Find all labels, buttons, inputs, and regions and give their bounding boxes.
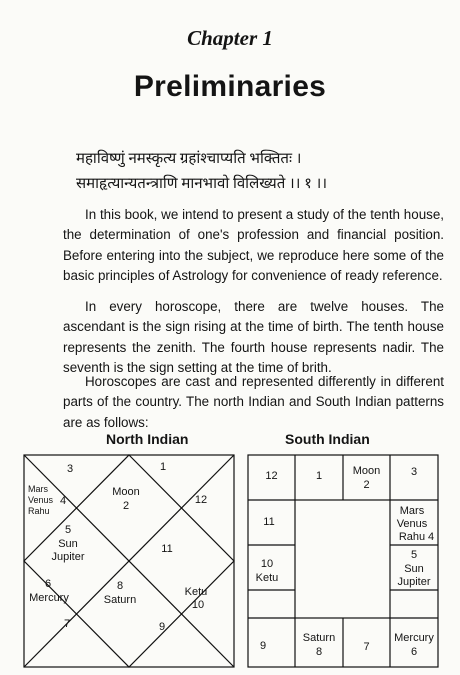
north-house-2-number: 2 — [122, 500, 130, 512]
north-house-8-planet: Saturn — [103, 594, 137, 606]
south-cell-3: 3 — [410, 466, 418, 478]
south-cell-2-number: 2 — [363, 479, 370, 491]
south-center-box — [295, 500, 390, 618]
page-title: Preliminaries — [133, 70, 327, 103]
paragraph-intro: In this book, we intend to present a study of the tenth house, the determination of one's profession and financial position. Before entering into the subject, we reproduce here some of the basic principles of Astrology for convenience of ready reference. — [63, 207, 444, 283]
south-cell-4-planets: Mars Venus Rahu — [396, 505, 428, 543]
north-house-10-planet: Ketu — [184, 586, 208, 598]
south-cell-1: 1 — [315, 470, 323, 482]
north-house-11: 11 — [161, 543, 173, 555]
north-house-8-number: 8 — [116, 580, 124, 592]
north-house-12: 12 — [194, 494, 208, 506]
south-cell-6-planet: Mercury — [394, 632, 434, 644]
north-house-7: 7 — [63, 618, 71, 630]
south-cell-8-number: 8 — [315, 646, 323, 658]
north-house-1: 1 — [159, 461, 167, 473]
south-cell-8-planet: Saturn — [302, 632, 336, 644]
paragraph-patterns: Horoscopes are cast and represented differently in different parts of the country. The north Indian and South Indian patterns are as follows: — [63, 374, 444, 430]
south-chart-title: South Indian — [285, 431, 370, 447]
north-house-5-number: 5 — [64, 524, 72, 536]
south-cell-9: 9 — [259, 640, 267, 652]
sanskrit-verse-line-2: समाहृत्यान्यतन्त्राणि मानभावो विलिख्यते ।। १ ।। — [76, 176, 328, 192]
north-house-4-planets: Mars Venus Rahu — [28, 484, 54, 516]
north-house-4-number: 4 — [59, 495, 67, 507]
north-chart-title: North Indian — [106, 431, 189, 447]
south-cell-10-planet: Ketu — [255, 572, 279, 584]
south-cell-5-planets: Sun Jupiter — [397, 563, 431, 588]
south-cell-2-planet: Moon — [352, 465, 381, 477]
north-house-6-planet: Mercury — [29, 592, 69, 604]
south-cell-6-number: 6 — [410, 646, 418, 658]
north-house-9: 9 — [158, 621, 166, 633]
south-cell-12: 12 — [265, 470, 278, 482]
north-house-10-number: 10 — [191, 599, 205, 611]
chapter-heading: Chapter 1 — [187, 26, 273, 50]
south-cell-5-number: 5 — [410, 549, 418, 561]
south-cell-7: 7 — [363, 641, 370, 653]
south-cell-4-number: 4 — [427, 531, 435, 543]
north-house-3: 3 — [66, 463, 74, 475]
south-cell-10-number: 10 — [260, 558, 274, 570]
north-house-6-number: 6 — [44, 578, 52, 590]
north-house-5-planets: Sun Jupiter — [51, 538, 85, 563]
south-cell-11: 11 — [263, 516, 275, 528]
paragraph-houses: In every horoscope, there are twelve houses. The ascendant is the sign rising at the time of birth. The tenth house represents the zenith. The fourth house represents nadir. The seventh is the sign setting at the time of brith. — [63, 299, 444, 375]
north-house-2-planet: Moon — [112, 486, 140, 498]
sanskrit-verse-line-1: महाविष्णुं नमस्कृत्य ग्रहांश्चाप्यति भक्तितः । — [76, 151, 302, 167]
